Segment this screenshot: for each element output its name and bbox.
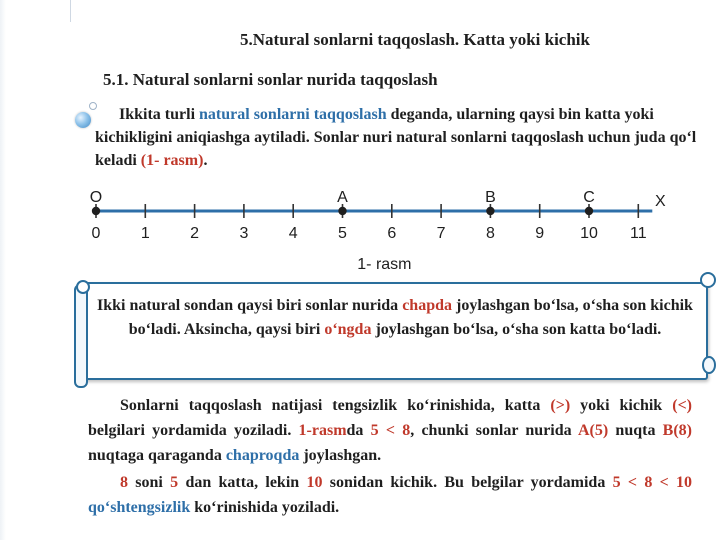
text: soni [128,474,171,491]
number-10: 10 [306,474,323,491]
point-marker [92,207,100,215]
tick-label: 10 [580,225,598,242]
tick-label: 4 [288,225,298,242]
tick-label: 7 [436,225,446,242]
text: Sonlarni taqqoslash natijasi tengsizlik ko‘rinishida, katta [120,397,551,414]
text: dan katta, lekin [178,474,307,491]
point-marker [585,207,593,215]
inequality: 5 < 8 [370,422,411,439]
figure-ref: (1- rasm) [140,152,204,169]
rule-text-part: joylashgan bo‘lsa, o‘sha son kichik bo‘ladi. Aksincha, qaysi biri [128,297,693,338]
text: , chunki sonlar nurida [410,422,578,439]
tick-label: 5 [338,225,347,242]
number-8: 8 [120,474,128,491]
point-label: B [485,189,496,206]
text: joylashgan. [299,447,382,464]
text: nuqtaga qaraganda [88,447,226,464]
tick-label: 6 [387,225,397,242]
double-inequality-term: qo‘shtengsizlik [88,499,191,516]
point-marker [338,207,346,215]
point-marker [486,207,494,215]
text: belgilari yordamida yoziladi. [88,422,299,439]
page-title: 5.Natural sonlarni taqqoslash. Katta yoki kichik [240,30,590,49]
rule-text [92,294,698,342]
leftward-word: chaproqda [225,447,300,464]
text: yoki kichik [570,397,673,414]
rule-scroll-box [78,282,710,378]
figure-ref: 1-rasm [298,422,347,439]
comparison-paragraph [88,393,692,468]
page-top-divider [70,0,71,22]
section-subtitle: 5.1. Natural sonlarni sonlar nurida taqqoslash [103,70,438,89]
page-left-edge [0,0,6,540]
text: ko‘rinishida yoziladi. [190,499,340,516]
tick-label: 0 [91,225,101,242]
rule-text-part: joylashgan bo‘lsa, o‘sha son katta bo‘ladi. [371,321,662,338]
intro-text: Ikkita turli [119,106,200,123]
rule-text-part: Ikki natural sondan qaysi biri sonlar nurida [97,297,403,314]
rule-right-word: o‘ngda [324,321,372,338]
intro-highlight: natural sonlarni taqqoslash [199,106,387,123]
tick-label: 1 [140,225,150,242]
rule-left-word: chapda [402,297,452,314]
text: sonidan kichik. Bu belgilar yordamida [322,474,613,491]
axis-label: X [654,193,666,210]
intro-text-cont: deganda, ularning qaysi bin katta yoki kichikligini aniqiashga aytiladi. Sonlar nuri natural sonlarni taqqoslash uchun juda qo‘l keladi [95,106,697,169]
intro-paragraph [95,103,705,172]
scroll-curl-icon [700,272,716,288]
tick-label: 2 [190,225,200,242]
point-label: A [337,189,348,206]
point-a: A(5) [577,422,609,439]
bullet-dot-icon [75,112,91,128]
less-sign: (<) [672,397,693,414]
scroll-curl-icon [702,356,716,374]
figure-caption: 1- rasm [357,256,412,273]
text: da [346,422,371,439]
tick-label: 8 [485,225,495,242]
tick-label: 3 [239,225,249,242]
scroll-curl-icon [76,280,90,294]
intro-period: . [203,152,208,169]
point-label: C [583,189,595,206]
point-label: O [89,189,103,206]
point-b: B(8) [662,422,692,439]
tick-label: 9 [535,225,545,242]
greater-sign: (>) [550,397,571,414]
tick-label: 11 [629,225,647,242]
double-inequality-paragraph [88,470,692,520]
scroll-left-roll-icon [74,284,88,388]
double-inequality: 5 < 8 < 10 [612,474,693,491]
number-line-figure [80,182,700,274]
number-5: 5 [170,474,179,491]
text: nuqta [608,422,663,439]
